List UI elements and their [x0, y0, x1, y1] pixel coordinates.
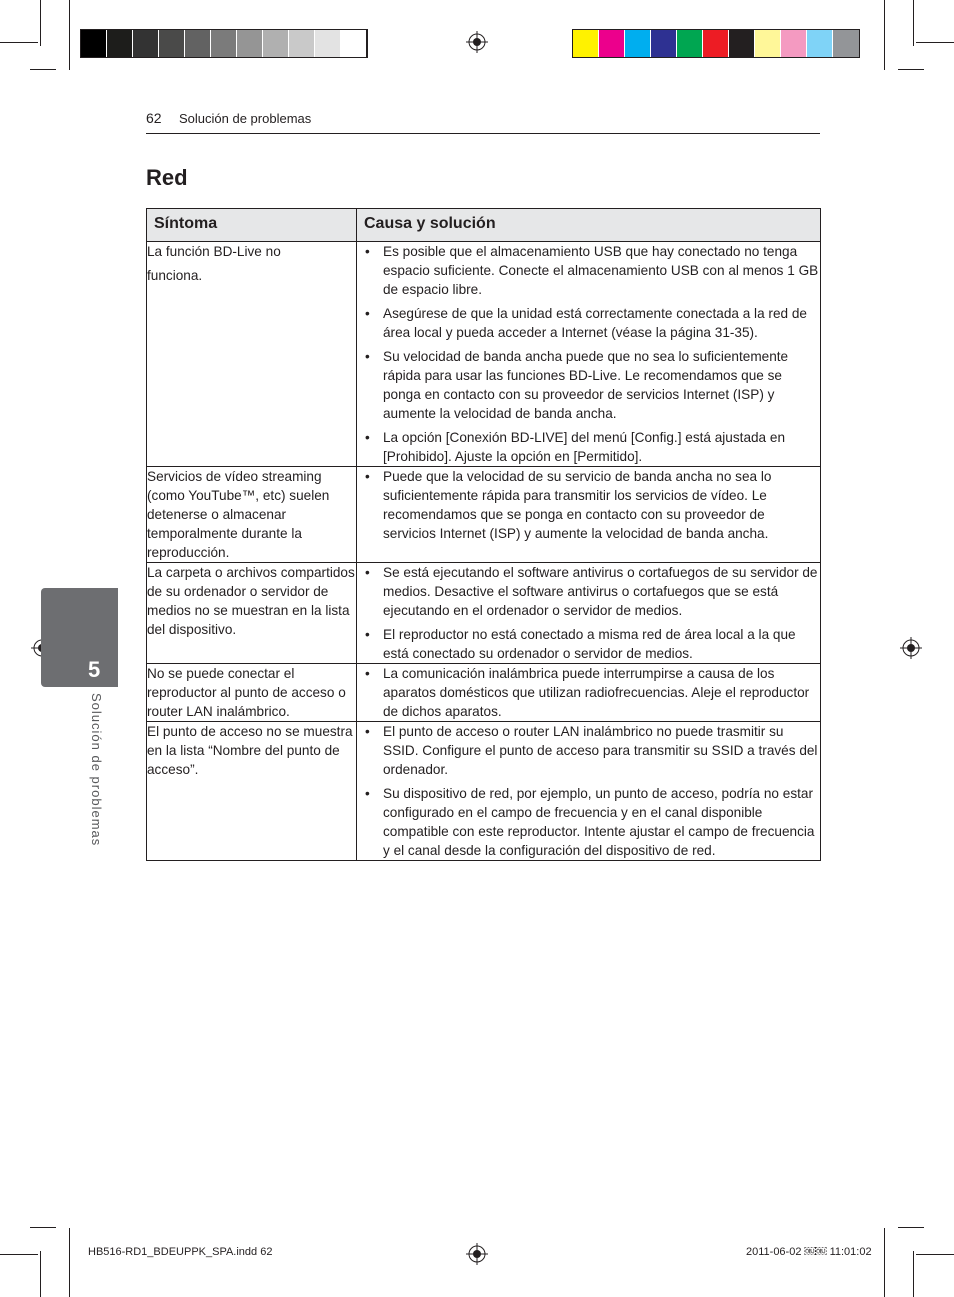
cause-text: Se está ejecutando el software antivirus o cortafuegos de su servidor de medios. Desactive el software antivirus o cortafuegos que se está ejecutando en el ordenador o servidor de medios. [383, 565, 818, 618]
table-row [147, 664, 821, 722]
cause-list [357, 563, 820, 663]
list-item [357, 304, 820, 342]
registration-mark-icon [466, 31, 488, 53]
cause-list [357, 467, 820, 543]
crop-mark [884, 1228, 885, 1297]
bullet-icon: • [365, 565, 370, 580]
crop-mark [898, 69, 924, 70]
color-swatch [133, 30, 159, 57]
color-swatch [81, 30, 107, 57]
symptom-text: funciona. [147, 268, 203, 283]
color-swatch [781, 30, 807, 57]
bullet-icon: • [365, 724, 370, 739]
list-item [357, 664, 820, 721]
footer-datetime: 2011-06-02 ￼￼ 11:01:02 [746, 1246, 872, 1258]
color-swatch [599, 30, 625, 57]
bullet-icon: • [365, 349, 370, 364]
crop-mark [913, 1251, 914, 1297]
cause-cell [357, 563, 821, 664]
cause-cell [357, 242, 821, 467]
list-item [357, 467, 820, 543]
bullet-icon: • [365, 430, 370, 445]
page-number: 62 [146, 110, 162, 126]
crop-mark [0, 42, 38, 43]
color-swatch [729, 30, 755, 57]
color-swatch [159, 30, 185, 57]
bullet-icon: • [365, 666, 370, 681]
registration-mark-icon [466, 1243, 488, 1265]
crop-mark [916, 1254, 954, 1255]
color-swatch [237, 30, 263, 57]
crop-mark [69, 0, 70, 70]
list-item [357, 563, 820, 620]
cause-list [357, 722, 820, 860]
cause-cell [357, 722, 821, 861]
cause-text: Su dispositivo de red, por ejemplo, un punto de acceso, podría no estar configurado en el campo de frecuencia y en el canal disponible compatible con este reproductor. Intente ajustar el campo de frecuencia y el canal desde la configuración del dispositivo de red. [383, 786, 815, 858]
symptom-text: La carpeta o archivos compartidos de su ordenador o servidor de medios no se muestran en la lista del dispositivo. [147, 565, 355, 637]
color-swatch [573, 30, 599, 57]
list-item [357, 428, 820, 466]
cause-list [357, 242, 820, 466]
crop-mark [30, 1227, 56, 1228]
column-header-symptom: Síntoma [147, 209, 357, 242]
cause-text: Puede que la velocidad de su servicio de banda ancha no sea lo suficientemente rápida para transmitir los servicios de vídeo. Le recomendamos que se ponga en contacto con su proveedor de servicios Internet (ISP) y aumente la velocidad de banda ancha. [383, 469, 772, 541]
crop-mark [0, 1254, 38, 1255]
table-header-row [147, 209, 821, 242]
crop-mark [916, 42, 954, 43]
crop-mark [884, 0, 885, 70]
list-item [357, 625, 820, 663]
crop-mark [40, 0, 41, 46]
table-row [147, 242, 821, 467]
symptom-cell [147, 467, 357, 563]
symptom-cell [147, 664, 357, 722]
bullet-icon: • [365, 469, 370, 484]
color-swatch [651, 30, 677, 57]
color-swatch [625, 30, 651, 57]
color-swatch [677, 30, 703, 57]
bullet-icon: • [365, 244, 370, 259]
color-swatch [211, 30, 237, 57]
color-swatch [107, 30, 133, 57]
color-swatch [833, 30, 859, 57]
cause-list [357, 664, 820, 721]
color-swatch [755, 30, 781, 57]
table-row [147, 722, 821, 861]
color-swatch [289, 30, 315, 57]
chapter-number: 5 [88, 657, 101, 682]
bullet-icon: • [365, 627, 370, 642]
bullet-icon: • [365, 306, 370, 321]
table-row [147, 563, 821, 664]
color-bar [572, 29, 860, 58]
cause-text: La comunicación inalámbrica puede interrumpirse a causa de los aparatos domésticos que utilizan radiofrecuencias. Aleje el reproductor de dichos aparatos. [383, 666, 810, 719]
section-title: Solución de problemas [179, 111, 312, 126]
cause-text: La opción [Conexión BD-LIVE] del menú [Config.] está ajustada en [Prohibido]. Ajuste la opción en [Permitido]. [383, 430, 786, 464]
cause-text: Asegúrese de que la unidad está correctamente conectada a la red de área local y pueda acceder a Internet (véase la página 31-35). [383, 306, 807, 340]
crop-mark [40, 1251, 41, 1297]
color-swatch [263, 30, 289, 57]
list-item [357, 784, 820, 860]
column-header-cause: Causa y solución [357, 209, 821, 242]
chapter-tab [41, 588, 118, 687]
cause-cell [357, 664, 821, 722]
cause-text: El punto de acceso o router LAN inalámbrico no puede trasmitir su SSID. Configure el punto de acceso para transmitir su SSID a través del ordenador. [383, 724, 818, 777]
symptom-text: No se puede conectar el reproductor al punto de acceso o router LAN inalámbrico. [147, 666, 346, 719]
cause-cell [357, 467, 821, 563]
troubleshooting-table [146, 208, 821, 861]
crop-mark [69, 1228, 70, 1297]
chapter-label: Solución de problemas [89, 693, 104, 847]
cause-text: Su velocidad de banda ancha puede que no sea lo suficientemente rápida para usar las funciones BD-Live. Le recomendamos que se ponga en contacto con su proveedor de servicios Internet (ISP) y aumente la velocidad de banda ancha. [383, 349, 789, 421]
cause-text: El reproductor no está conectado a misma red de área local a la que está conectado su ordenador o servidor de medios. [383, 627, 796, 661]
list-item [357, 722, 820, 779]
symptom-cell [147, 722, 357, 861]
header-rule [146, 133, 820, 134]
list-item [357, 242, 820, 299]
crop-mark [898, 1227, 924, 1228]
color-swatch [185, 30, 211, 57]
crop-mark [30, 69, 56, 70]
registration-mark-icon [900, 637, 922, 659]
symptom-cell [147, 563, 357, 664]
footer-filename: HB516-RD1_BDEUPPK_SPA.indd 62 [88, 1246, 273, 1258]
symptom-text: La función BD-Live no [147, 244, 281, 259]
grayscale-bar [80, 29, 368, 58]
color-swatch [807, 30, 833, 57]
list-item [357, 347, 820, 423]
color-swatch [341, 30, 367, 57]
cause-text: Es posible que el almacenamiento USB que hay conectado no tenga espacio suficiente. Conecte el almacenamiento USB con al menos 1 GB de espacio libre. [383, 244, 819, 297]
crop-mark [913, 0, 914, 46]
color-swatch [315, 30, 341, 57]
symptom-cell [147, 242, 357, 467]
table-row [147, 467, 821, 563]
color-swatch [703, 30, 729, 57]
page-heading: Red [146, 165, 188, 190]
symptom-text: El punto de acceso no se muestra en la lista “Nombre del punto de acceso”. [147, 724, 353, 777]
symptom-text: Servicios de vídeo streaming (como YouTube™, etc) suelen detenerse o almacenar temporalmente durante la reproducción. [147, 469, 330, 560]
bullet-icon: • [365, 786, 370, 801]
